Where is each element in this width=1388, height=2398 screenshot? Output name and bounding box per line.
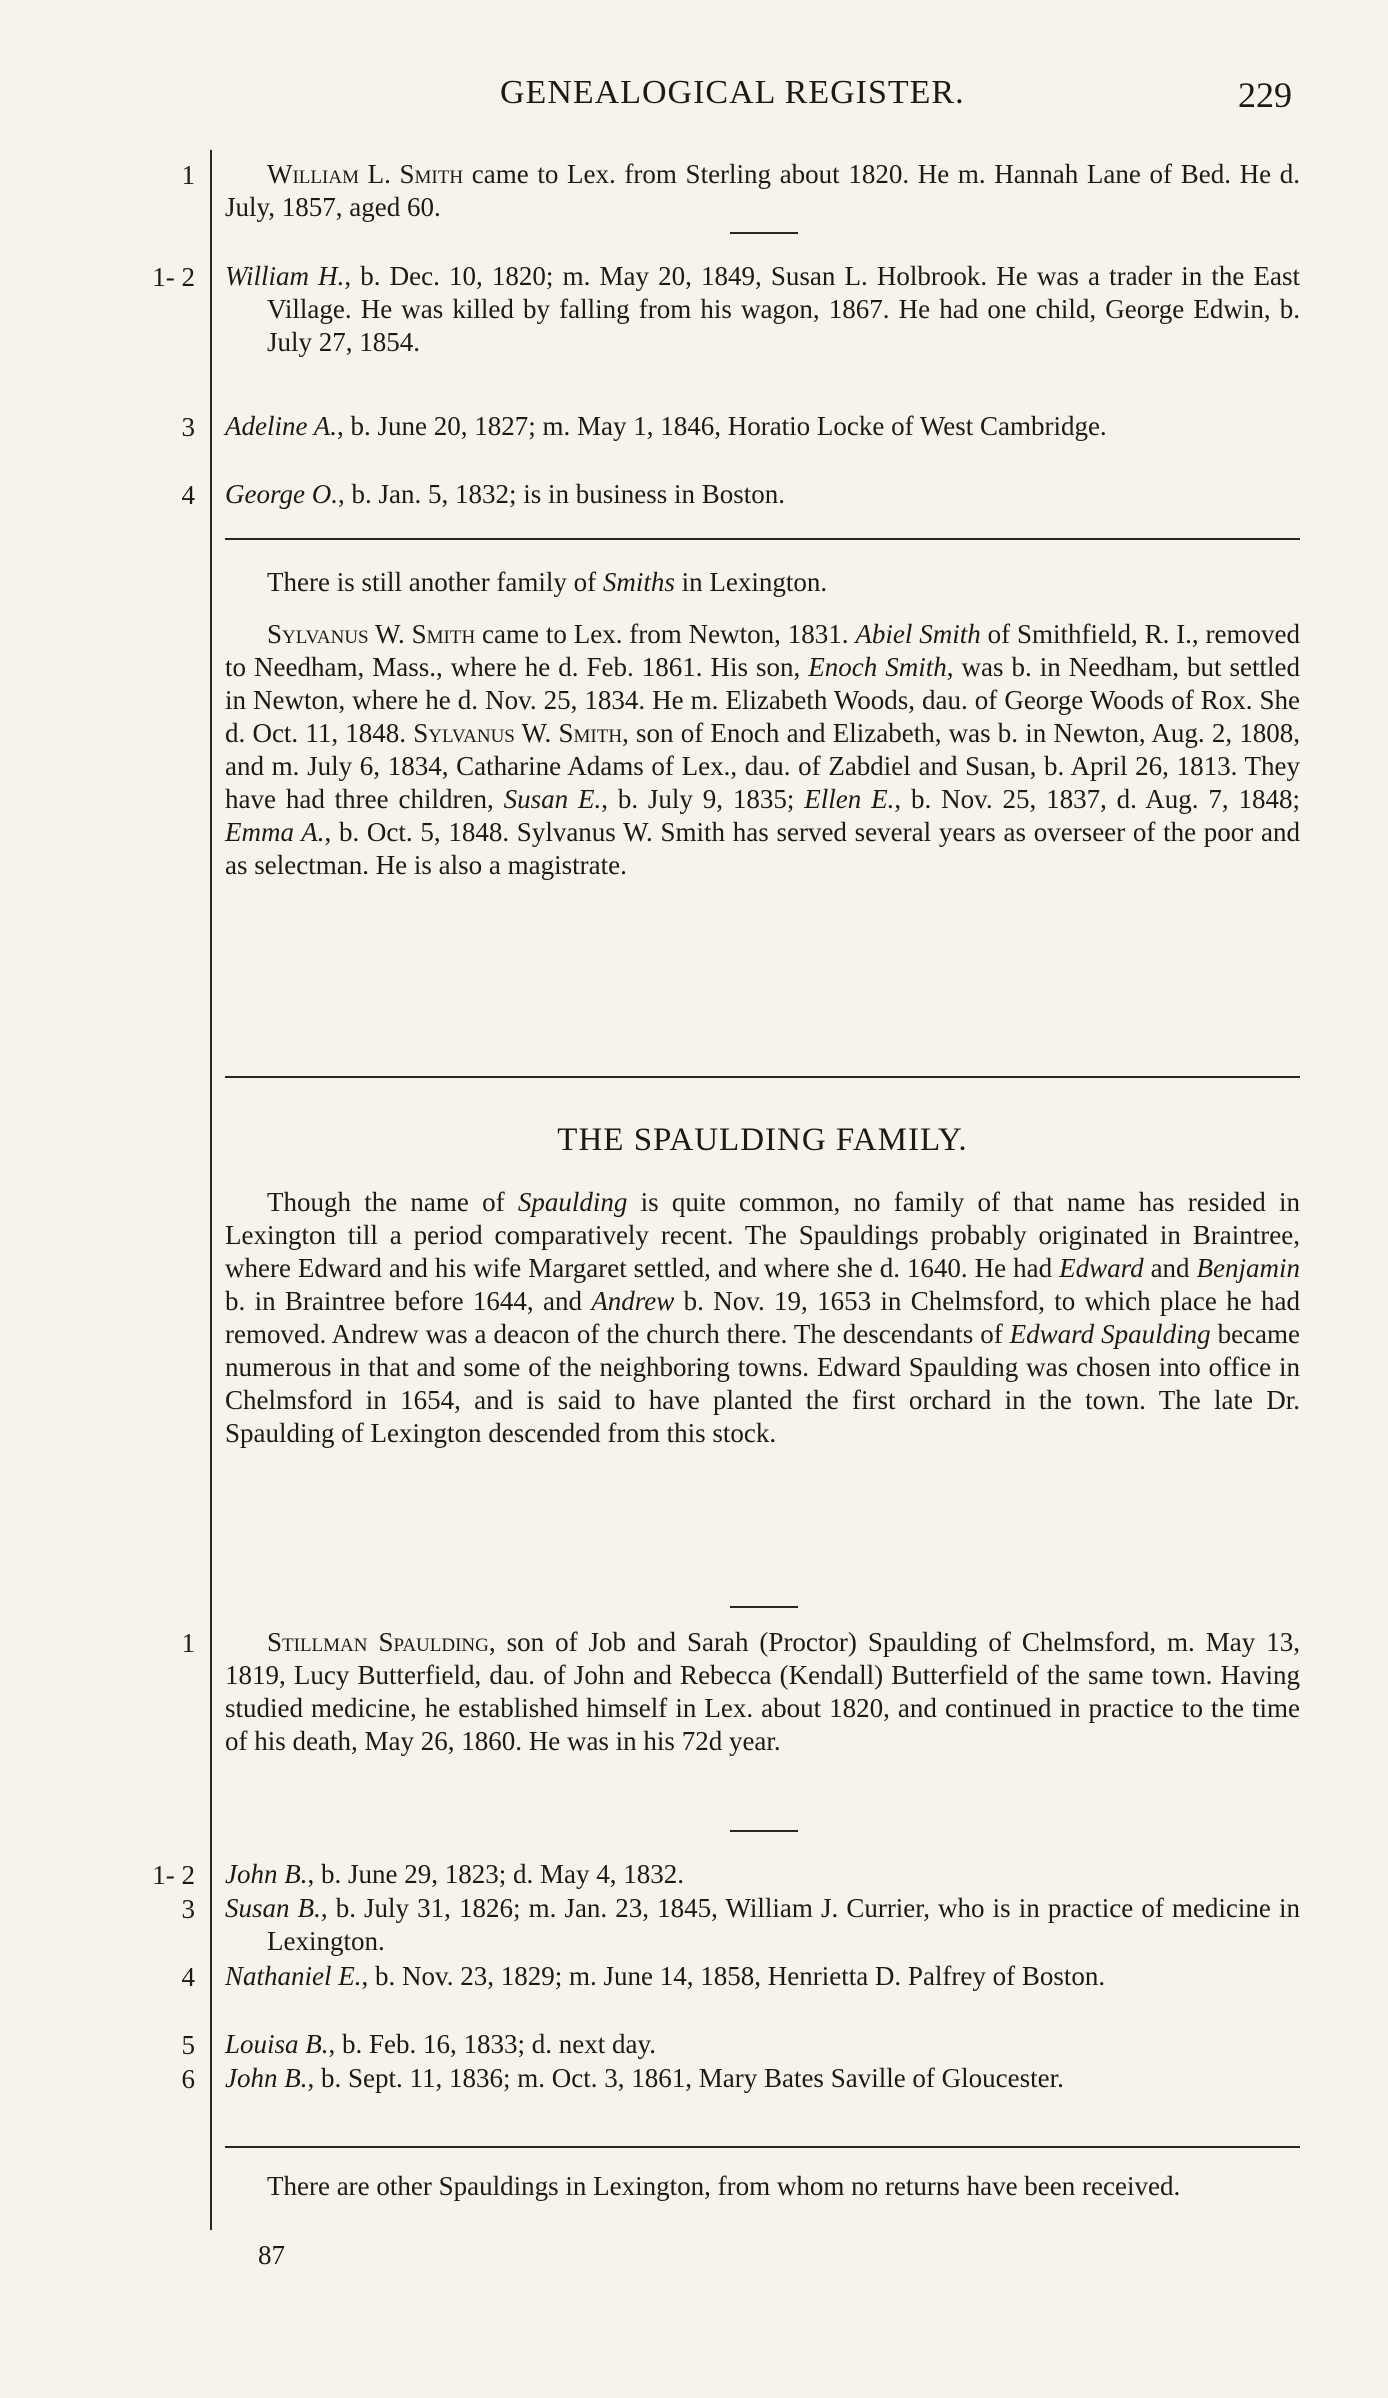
entry-number: 1- 2 bbox=[152, 262, 195, 292]
parent-entry bbox=[225, 1626, 1300, 1758]
section-divider bbox=[225, 538, 1300, 540]
child-name: Susan B. bbox=[225, 1893, 321, 1923]
child-text: , b. June 29, 1823; d. May 4, 1832. bbox=[307, 1859, 684, 1889]
child-entry bbox=[225, 1892, 1300, 1958]
person-name: Ellen E. bbox=[804, 784, 895, 814]
child-name: Nathaniel E. bbox=[225, 1961, 362, 1991]
entry-number: 1 bbox=[181, 160, 195, 190]
child-entry bbox=[225, 2062, 1300, 2095]
text: in Lexington. bbox=[674, 567, 828, 597]
person-name: Abiel Smith bbox=[855, 619, 981, 649]
text: , was b. in Needham, but settled in Newton, where he d. Nov. 25, 1834. He m. Elizabeth Woods, dau. of George Woods of Rox. She d. Oct. 11, 1848. bbox=[225, 652, 1300, 748]
child-text: , b. July 31, 1826; m. Jan. 23, 1845, William J. Currier, who is in practice of medicine in Lexington. bbox=[267, 1893, 1301, 1956]
child-entry bbox=[225, 260, 1300, 359]
person-name: Edward bbox=[1059, 1253, 1144, 1283]
person-name: Sylvanus W. Smith bbox=[267, 619, 476, 649]
text: b. in Braintree before 1644, and bbox=[225, 1286, 592, 1316]
child-entry bbox=[225, 410, 1300, 443]
child-text: , b. Dec. 10, 1820; m. May 20, 1849, Susan L. Holbrook. He was a trader in the East Village. He was killed by falling from his wagon, 1867. He had one child, George Edwin, b. July 27, 1854. bbox=[267, 261, 1300, 357]
text: and bbox=[1143, 1253, 1197, 1283]
section-divider bbox=[225, 1076, 1300, 1078]
margin-rule bbox=[210, 150, 212, 2230]
signature-mark: 87 bbox=[258, 2240, 285, 2270]
child-name: John B. bbox=[225, 2063, 308, 2093]
child-text: , b. Nov. 23, 1829; m. June 14, 1858, Henrietta D. Palfrey of Boston. bbox=[361, 1961, 1106, 1991]
person-name: Edward Spaulding bbox=[1009, 1319, 1211, 1349]
entry-number: 3 bbox=[181, 1894, 195, 1924]
child-name: William H. bbox=[225, 261, 345, 291]
entry-number: 5 bbox=[181, 2030, 195, 2060]
sylvanus-paragraph bbox=[225, 618, 1300, 882]
entry-number: 1- 2 bbox=[152, 1860, 195, 1890]
parent-name: William L. Smith bbox=[267, 159, 464, 189]
text: , b. Oct. 5, 1848. Sylvanus W. Smith has served several years as overseer of the poor and as selectman. He is also a magistrate. bbox=[225, 817, 1300, 880]
running-header bbox=[0, 74, 1388, 126]
parent-name: Stillman Spaulding bbox=[267, 1627, 489, 1657]
entry-number: 1 bbox=[181, 1628, 195, 1658]
short-divider bbox=[730, 1830, 798, 1832]
page-number: 229 bbox=[1238, 75, 1292, 115]
text: came to Lex. from Newton, 1831. bbox=[475, 619, 856, 649]
child-name: Adeline A. bbox=[225, 411, 337, 441]
running-title: GENEALOGICAL REGISTER. bbox=[500, 74, 965, 111]
child-text: , b. Sept. 11, 1836; m. Oct. 3, 1861, Mary Bates Saville of Gloucester. bbox=[307, 2063, 1064, 2093]
child-name: Louisa B. bbox=[225, 2029, 329, 2059]
text: Smiths bbox=[602, 567, 675, 597]
text: is quite common, no family of that name has resided in Lexington till a period comparatively recent. The Spauldings probably originated in Braintree, where Edward and his wife Margaret settled, and where she d. 1640. He had bbox=[225, 1187, 1300, 1283]
text: b. Nov. 19, 1653 in Chelmsford, to which place he had removed. Andrew was a deacon of the church there. The descendants of bbox=[225, 1286, 1300, 1349]
child-name: John B. bbox=[225, 1859, 308, 1889]
text: , b. July 9, 1835; bbox=[601, 784, 805, 814]
short-divider bbox=[730, 232, 798, 234]
child-text: , b. Jan. 5, 1832; is in business in Boston. bbox=[337, 479, 786, 509]
short-divider bbox=[730, 1606, 798, 1608]
text: Though the name of bbox=[267, 1187, 518, 1217]
intro-paragraph bbox=[225, 566, 1300, 599]
person-name: Susan E. bbox=[503, 784, 602, 814]
text: became numerous in that and some of the neighboring towns. Edward Spaulding was chosen into office in Chelmsford in 1654, and is said to have planted the first orchard in the town. The late Dr. Spaulding of Lexington descended from this stock. bbox=[225, 1319, 1300, 1448]
entry-number: 4 bbox=[181, 1962, 195, 1992]
parent-entry bbox=[225, 158, 1300, 224]
text: , son of Enoch and Elizabeth, was b. in Newton, Aug. 2, 1808, and m. July 6, 1834, Catharine Adams of Lex., dau. of Zabdiel and Susan, b. April 26, 1813. They have had three children, bbox=[225, 718, 1301, 814]
child-entry bbox=[225, 2028, 1300, 2061]
person-name: Sylvanus W. Smith bbox=[413, 718, 623, 748]
person-name: Andrew bbox=[591, 1286, 675, 1316]
section-divider bbox=[225, 2146, 1300, 2148]
text: , b. Nov. 25, 1837, d. Aug. 7, 1848; bbox=[894, 784, 1301, 814]
child-entry bbox=[225, 478, 1300, 511]
parent-text: came to Lex. from Sterling about 1820. He m. Hannah Lane of Bed. He d. July, 1857, aged 60. bbox=[225, 159, 1300, 222]
text: Spaulding bbox=[517, 1187, 628, 1217]
person-name: Enoch Smith bbox=[808, 652, 947, 682]
text: of Smithfield, R. I., removed to Needham, Mass., where he d. Feb. 1861. His son, bbox=[225, 619, 1301, 682]
child-entry bbox=[225, 1858, 1300, 1891]
child-text: , b. Feb. 16, 1833; d. next day. bbox=[328, 2029, 656, 2059]
spaulding-intro-paragraph bbox=[225, 1186, 1300, 1450]
parent-text: , son of Job and Sarah (Proctor) Spaulding of Chelmsford, m. May 13, 1819, Lucy Butterfield, dau. of John and Rebecca (Kendall) Butterfield of the same town. Having studied medicine, he established himself in Lex. about 1820, and continued in practice to the time of his death, May 26, 1860. He was in his 72d year. bbox=[225, 1627, 1300, 1756]
entry-number: 3 bbox=[181, 412, 195, 442]
person-name: Benjamin bbox=[1196, 1253, 1301, 1283]
entry-number: 6 bbox=[181, 2064, 195, 2094]
person-name: Emma A. bbox=[225, 817, 325, 847]
child-text: , b. June 20, 1827; m. May 1, 1846, Horatio Locke of West Cambridge. bbox=[336, 411, 1107, 441]
text: There is still another family of bbox=[267, 567, 603, 597]
section-heading: THE SPAULDING FAMILY. bbox=[557, 1122, 968, 1158]
closing-paragraph: There are other Spauldings in Lexington, from whom no returns have been received. bbox=[267, 2171, 1181, 2201]
entry-number: 4 bbox=[181, 480, 195, 510]
child-entry bbox=[225, 1960, 1300, 1993]
child-name: George O. bbox=[225, 479, 338, 509]
